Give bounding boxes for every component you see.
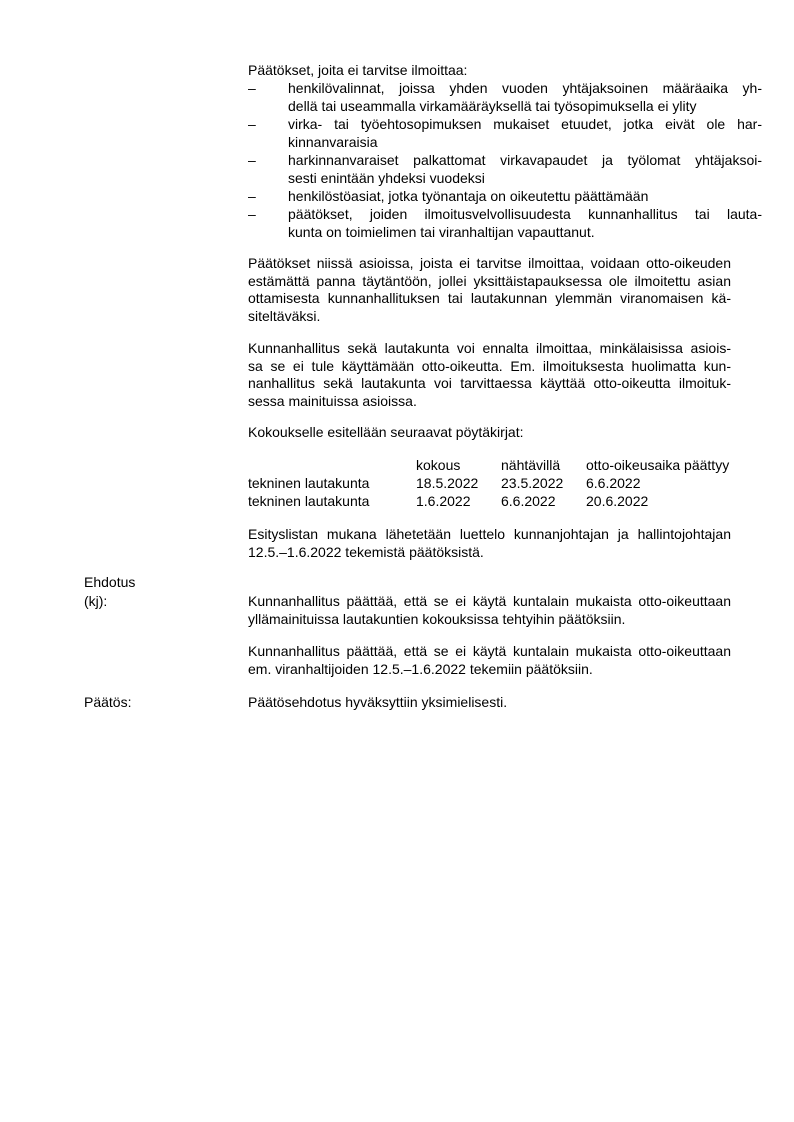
paragraph-otto-oikeus — [248, 255, 731, 325]
text-line: kinnanvaraisia — [288, 134, 378, 150]
table-header-cell — [248, 456, 416, 474]
table-cell: 6.6.2022 — [586, 475, 641, 491]
text-line: ottamisesta kunnanhallituksen tai lautakunnan ylemmän viranomaisen kä- — [248, 290, 731, 306]
list-item — [248, 151, 762, 187]
text-line: (kj): — [84, 593, 108, 609]
text-line: siteltäväksi. — [248, 307, 321, 324]
poytakirjat-intro-line: Kokoukselle esitellään seuraavat pöytäkirjat: — [248, 424, 524, 440]
list-item — [248, 205, 762, 241]
text-line: sesti enintään yhdeksi vuodeksi — [288, 170, 485, 186]
table-cell: 23.5.2022 — [501, 475, 564, 491]
table-cell: 20.6.2022 — [586, 493, 649, 509]
bullet-list — [248, 79, 762, 241]
dash-bullet-marker: – — [248, 152, 256, 168]
text-line: estämättä panna täytäntöön, jollei yksittäistapauksessa ole ilmoitettu asian — [248, 272, 731, 289]
table-header-cell: kokous — [416, 457, 461, 473]
list-item-text — [288, 151, 762, 187]
paragraph-ehdotus-1 — [248, 593, 731, 628]
text-line: Esityslistan mukana lähetetään luettelo kunnanjohtajan ja hallintojohtajan — [248, 526, 731, 542]
text-line: Kunnanhallitus päättää, että se ei käytä kuntalain mukaista otto-oikeuttaan — [248, 593, 731, 609]
text-line: Kunnanhallitus sekä lautakunta voi ennalta ilmoittaa, minkälaisissa asiois- — [248, 340, 731, 356]
list-item — [248, 79, 762, 115]
table-cell: 1.6.2022 — [416, 493, 471, 509]
list-item-text — [288, 115, 762, 151]
paragraph-ennalta-ilmoitus — [248, 340, 731, 410]
paatos-text: Päätösehdotus hyväksyttiin yksimielisesti. — [248, 694, 508, 710]
text-line: sa se ei tule käyttämään otto-oikeutta. Em. ilmoituksesta huolimatta kun- — [248, 357, 731, 374]
text-line: Kunnanhallitus päättää, että se ei käytä kuntalain mukaista otto-oikeuttaan — [248, 643, 731, 659]
text-line: nanhallitus sekä lautakunta voi tarvittaessa käyttää otto-oikeutta ilmoituk- — [248, 375, 731, 391]
table-cell: tekninen lautakunta — [248, 493, 370, 509]
ehdotus-side-label — [84, 573, 234, 611]
dash-bullet-marker: – — [248, 116, 256, 132]
table-header-cell: nähtävillä — [501, 457, 561, 473]
text-line: henkilöstöasiat, jotka työnantaja on oikeutettu päättämään — [288, 188, 649, 204]
text-line: henkilövalinnat, joissa yhden vuoden yhtäjaksoinen määräaika yh- — [288, 80, 762, 96]
text-line: harkinnanvaraiset palkattomat virkavapaudet ja työlomat yhtäjaksoi- — [288, 152, 762, 168]
table-header-cell: otto-oikeusaika päättyy — [586, 457, 730, 473]
list-item-text — [288, 79, 762, 115]
text-line: Päätökset niissä asioissa, joista ei tarvitse ilmoittaa, voidaan otto-oikeuden — [248, 255, 731, 271]
dash-bullet-marker: – — [248, 80, 256, 96]
poytakirjat-table — [248, 456, 762, 510]
paatos-side-label: Päätös: — [84, 694, 132, 710]
text-line: kunta on toimielimen tai viranhaltijan vapauttanut. — [288, 224, 595, 240]
text-line: dellä tai useammalla virkamääräyksellä tai työsopimuksella ei ylity — [288, 98, 697, 114]
text-line: sessa mainituissa asioissa. — [248, 392, 417, 409]
text-line: em. viranhaltijoiden 12.5.–1.6.2022 tekemiin päätöksiin. — [248, 660, 593, 677]
list-item — [248, 187, 762, 205]
text-line: Ehdotus — [84, 574, 136, 590]
paragraph-esityslista — [248, 526, 731, 561]
list-item-text — [288, 187, 762, 205]
text-line: 12.5.–1.6.2022 tekemistä päätöksistä. — [248, 543, 484, 560]
dash-bullet-marker: – — [248, 206, 256, 222]
table-cell: tekninen lautakunta — [248, 475, 370, 491]
intro-heading: Päätökset, joita ei tarvitse ilmoittaa: — [248, 62, 468, 78]
table-cell: 18.5.2022 — [416, 475, 479, 491]
text-line: virka- tai työehtosopimuksen mukaiset etuudet, jotka eivät ole har- — [288, 116, 762, 132]
text-line: päätökset, joiden ilmoitusvelvollisuudesta kunnanhallitus tai lauta- — [288, 206, 762, 222]
list-item-text — [288, 205, 762, 241]
list-item — [248, 115, 762, 151]
dash-bullet-marker: – — [248, 188, 256, 204]
text-line: yllämainituissa lautakuntien kokouksissa tehtyihin päätöksiin. — [248, 610, 626, 627]
table-cell: 6.6.2022 — [501, 493, 556, 509]
paragraph-ehdotus-2 — [248, 643, 731, 678]
